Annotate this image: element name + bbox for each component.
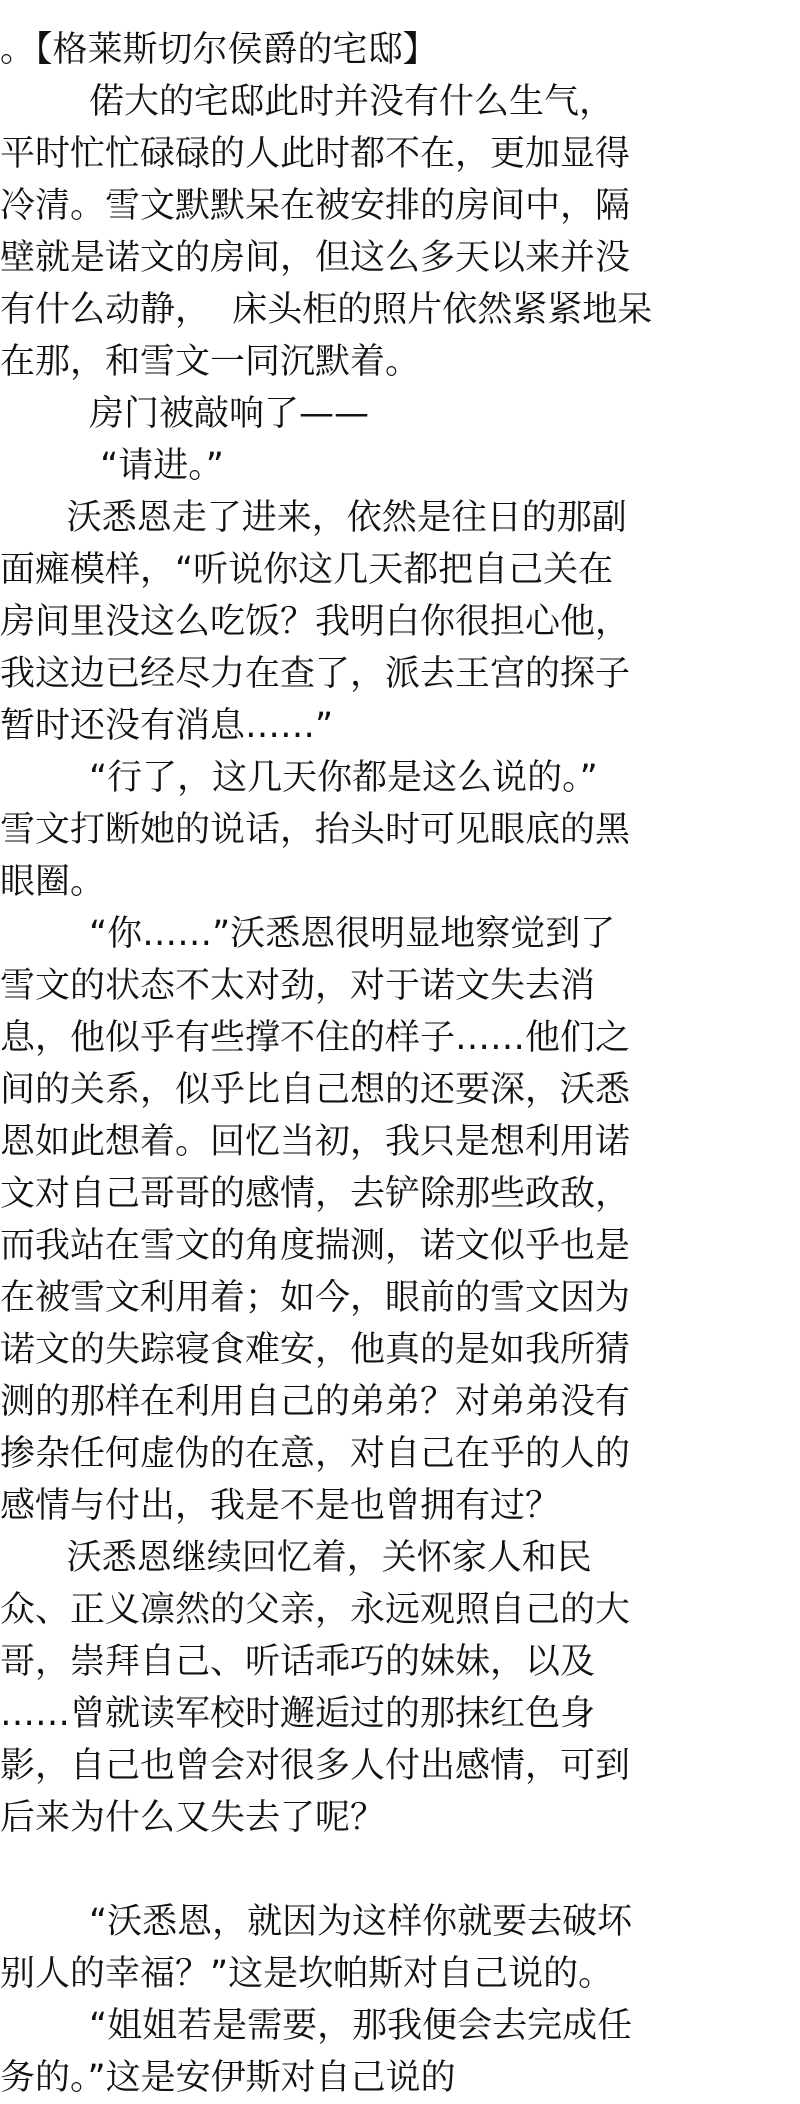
text-line: 我这边已经尽力在查了，派去王宫的探子 (0, 654, 631, 694)
text-line: 众、正义凛然的父亲，永远观照自己的大 (0, 1590, 631, 1630)
text-line: “沃悉恩，就因为这样你就要去破坏 (0, 1902, 633, 1942)
text-line: 诺文的失踪寝食难安，他真的是如我所猜 (0, 1330, 631, 1370)
text-line: 别人的幸福？”这是坎帕斯对自己说的。 (0, 1954, 614, 1994)
text-line: “请进。” (0, 446, 224, 486)
text-line: 壁就是诺文的房间，但这么多天以来并没 (0, 238, 631, 278)
text-line: 雪文的状态不太对劲，对于诺文失去消 (0, 966, 596, 1006)
text-line: 在被雪文利用着；如今，眼前的雪文因为 (0, 1278, 631, 1318)
text-line: 间的关系，似乎比自己想的还要深，沃悉 (0, 1070, 631, 1110)
text-line: 在那，和雪文一同沉默着。 (0, 342, 421, 382)
text-line: 沃悉恩继续回忆着，关怀家人和民 (0, 1538, 592, 1578)
text-line: 影，自己也曾会对很多人付出感情，可到 (0, 1746, 631, 1786)
text-line: 偌大的宅邸此时并没有什么生气， (0, 82, 615, 122)
text-line: 面瘫模样，“听说你这几天都把自己关在 (0, 550, 614, 590)
text-line: 恩如此想着。回忆当初，我只是想利用诺 (0, 1122, 631, 1162)
text-line: 眼圈。 (0, 862, 106, 902)
text-line: 感情与付出，我是不是也曾拥有过？ (0, 1486, 561, 1526)
text-line: 雪文打断她的说话，抬头时可见眼底的黑 (0, 810, 631, 850)
text-line: 后来为什么又失去了呢？ (0, 1798, 386, 1838)
text-line: 掺杂任何虚伪的在意，对自己在乎的人的 (0, 1434, 631, 1474)
text-line: 息，他似乎有些撑不住的样子……他们之 (0, 1018, 631, 1058)
text-line: 务的。”这是安伊斯对自己说的 (0, 2058, 456, 2098)
text-line: 暂时还没有消息……” (0, 706, 334, 746)
text-line: 测的那样在利用自己的弟弟？对弟弟没有 (0, 1382, 631, 1422)
text-line: “姐姐若是需要，那我便会去完成任 (0, 2006, 633, 2046)
text-line: 房门被敲响了—— (0, 394, 370, 434)
text-line: 哥，崇拜自己、听话乖巧的妹妹，以及 (0, 1642, 596, 1682)
text-line: 沃悉恩走了进来，依然是往日的那副 (0, 498, 627, 538)
text-line: 。【格莱斯切尔侯爵的宅邸】 (0, 30, 438, 70)
text-line: 房间里没这么吃饭？我明白你很担心他， (0, 602, 631, 642)
text-line: 而我站在雪文的角度揣测，诺文似乎也是 (0, 1226, 631, 1266)
text-line: 平时忙忙碌碌的人此时都不在，更加显得 (0, 134, 631, 174)
text-line: 有什么动静， 床头柜的照片依然紧紧地呆 (0, 290, 653, 330)
text-line: “你……”沃悉恩很明显地察觉到了 (0, 914, 616, 954)
text-line: 冷清。雪文默默呆在被安排的房间中，隔 (0, 186, 631, 226)
text-line: ……曾就读军校时邂逅过的那抹红色身 (0, 1694, 596, 1734)
text-line: “行了，这几天你都是这么说的。” (0, 758, 598, 798)
text-line: 文对自己哥哥的感情，去铲除那些政敌， (0, 1174, 631, 1214)
